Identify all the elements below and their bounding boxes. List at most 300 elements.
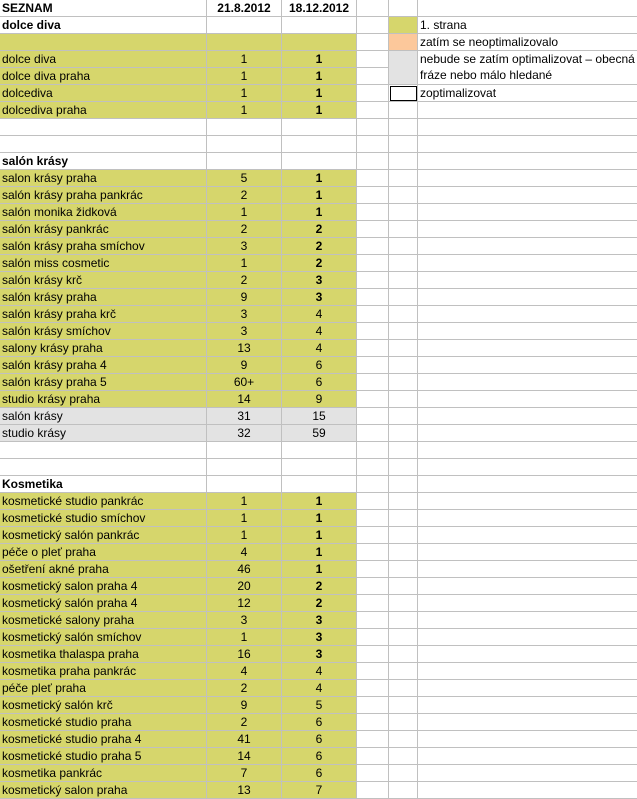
empty-cell[interactable] [207,34,282,51]
rank-aug-cell[interactable]: 3 [207,612,282,629]
empty-cell[interactable] [207,153,282,170]
legend-label [418,459,637,476]
empty-cell[interactable] [357,663,389,680]
empty-cell[interactable] [357,731,389,748]
empty-cell[interactable] [207,442,282,459]
empty-cell[interactable] [357,68,389,85]
empty-cell[interactable] [357,459,389,476]
rank-dec-cell[interactable]: 4 [282,680,357,697]
table-row [0,731,637,748]
empty-cell[interactable] [0,442,207,459]
legend-swatch [389,323,418,340]
blank-row [0,119,637,136]
rank-dec-cell[interactable]: 1 [282,544,357,561]
keyword-cell[interactable]: salón krásy krč [0,272,207,289]
section-title-cell[interactable]: dolce diva [0,17,207,34]
legend-swatch [389,680,418,697]
rank-aug-cell[interactable]: 9 [207,357,282,374]
legend-swatch [389,663,418,680]
empty-cell[interactable] [282,136,357,153]
rank-dec-cell[interactable]: 6 [282,765,357,782]
empty-cell[interactable] [282,442,357,459]
legend-swatch [389,765,418,782]
empty-cell[interactable] [282,153,357,170]
empty-cell[interactable] [357,612,389,629]
blank-row [0,459,637,476]
keyword-cell[interactable]: kosmetický salón pankrác [0,527,207,544]
empty-cell[interactable] [357,102,389,119]
empty-cell[interactable] [357,493,389,510]
rank-dec-cell[interactable]: 2 [282,255,357,272]
rank-aug-cell[interactable]: 12 [207,595,282,612]
rank-aug-cell[interactable]: 4 [207,544,282,561]
legend-label [418,289,637,306]
section-title-row [0,476,637,493]
rank-dec-cell[interactable]: 9 [282,391,357,408]
legend-label [418,323,637,340]
empty-cell[interactable] [357,391,389,408]
table-row [0,221,637,238]
rank-dec-cell[interactable]: 6 [282,731,357,748]
empty-cell[interactable] [357,187,389,204]
rank-aug-cell[interactable]: 3 [207,238,282,255]
legend-label: zatím se neoptimalizovalo [418,34,637,51]
rank-aug-cell[interactable]: 13 [207,340,282,357]
legend-label [418,153,637,170]
section-title-cell[interactable]: salón krásy [0,153,207,170]
legend-label [418,765,637,782]
keyword-cell[interactable]: kosmetické studio praha 4 [0,731,207,748]
table-row [0,340,637,357]
empty-cell[interactable] [357,714,389,731]
keyword-cell[interactable]: salón krásy pankrác [0,221,207,238]
keyword-cell[interactable]: dolce diva [0,51,207,68]
legend-swatch [389,221,418,238]
table-row [0,748,637,765]
rank-dec-cell[interactable]: 6 [282,748,357,765]
rank-aug-cell[interactable]: 20 [207,578,282,595]
rank-aug-cell[interactable]: 2 [207,714,282,731]
keyword-cell[interactable]: salón krásy praha 5 [0,374,207,391]
table-row [0,255,637,272]
legend-swatch [389,255,418,272]
legend-swatch [389,85,418,102]
empty-cell[interactable] [357,51,389,68]
keyword-cell[interactable]: kosmetické studio praha 5 [0,748,207,765]
empty-cell[interactable] [357,782,389,799]
rank-dec-cell[interactable]: 2 [282,595,357,612]
legend-label [418,612,637,629]
rank-dec-cell[interactable]: 2 [282,221,357,238]
table-row [0,85,637,102]
keyword-cell[interactable]: salón krásy praha pankrác [0,187,207,204]
rank-dec-cell[interactable]: 6 [282,374,357,391]
rank-dec-cell[interactable]: 2 [282,238,357,255]
keyword-cell[interactable]: dolcediva praha [0,102,207,119]
rank-aug-cell[interactable]: 7 [207,765,282,782]
table-row [0,272,637,289]
empty-cell[interactable] [357,34,389,51]
rank-aug-cell[interactable]: 5 [207,170,282,187]
rank-dec-cell[interactable]: 6 [282,714,357,731]
legend-label [418,731,637,748]
empty-cell[interactable] [207,476,282,493]
rank-aug-cell[interactable]: 1 [207,629,282,646]
empty-cell[interactable] [207,119,282,136]
rank-dec-cell[interactable]: 6 [282,357,357,374]
table-row [0,170,637,187]
rank-aug-cell[interactable]: 2 [207,680,282,697]
empty-cell[interactable] [0,119,207,136]
empty-cell[interactable] [357,578,389,595]
empty-cell[interactable] [357,680,389,697]
keyword-cell[interactable]: salón krásy [0,408,207,425]
table-row [0,374,637,391]
rank-dec-cell[interactable]: 1 [282,68,357,85]
table-row [0,289,637,306]
rank-dec-cell[interactable]: 4 [282,306,357,323]
keyword-cell[interactable]: ošetření akné praha [0,561,207,578]
keyword-cell[interactable]: kosmetika pankrác [0,765,207,782]
table-row [0,544,637,561]
rank-dec-cell[interactable]: 4 [282,340,357,357]
rank-aug-cell[interactable]: 1 [207,68,282,85]
table-row [0,578,637,595]
legend-label [418,0,637,17]
rank-dec-cell[interactable]: 1 [282,85,357,102]
legend-label [418,476,637,493]
empty-cell[interactable] [357,629,389,646]
legend-label [418,221,637,238]
keyword-cell[interactable]: kosmetické studio pankrác [0,493,207,510]
legend-label [418,646,637,663]
legend-label [418,629,637,646]
rank-aug-cell[interactable]: 1 [207,102,282,119]
rank-aug-cell[interactable]: 1 [207,493,282,510]
rank-dec-cell[interactable]: 3 [282,612,357,629]
keyword-cell[interactable]: studio krásy [0,425,207,442]
rank-aug-cell[interactable]: 1 [207,85,282,102]
empty-cell[interactable] [357,17,389,34]
table-row [0,561,637,578]
empty-cell[interactable] [282,476,357,493]
legend-swatch [389,408,418,425]
rank-aug-cell[interactable]: 32 [207,425,282,442]
legend-label [418,391,637,408]
rank-dec-cell[interactable]: 1 [282,102,357,119]
empty-cell[interactable] [357,442,389,459]
empty-cell[interactable] [357,238,389,255]
legend-label [418,374,637,391]
blank-row [0,442,637,459]
empty-cell[interactable] [357,119,389,136]
legend-swatch [389,272,418,289]
empty-cell[interactable] [357,323,389,340]
rank-aug-cell[interactable]: 1 [207,527,282,544]
legend-label [418,595,637,612]
rank-aug-cell[interactable]: 2 [207,272,282,289]
table-row [0,323,637,340]
legend-swatch [389,527,418,544]
keyword-cell[interactable]: kosmetický salón smíchov [0,629,207,646]
empty-cell[interactable] [357,136,389,153]
legend-swatch [389,374,418,391]
rank-aug-cell[interactable]: 9 [207,697,282,714]
rank-dec-cell[interactable]: 5 [282,697,357,714]
table-row [0,663,637,680]
legend-label [418,306,637,323]
rank-aug-cell[interactable]: 14 [207,391,282,408]
keyword-cell[interactable]: salón krásy praha [0,289,207,306]
table-row [0,306,637,323]
empty-cell[interactable] [357,85,389,102]
empty-cell[interactable] [357,357,389,374]
keyword-cell[interactable]: kosmetický salón praha 4 [0,595,207,612]
keyword-cell[interactable]: péče pleť praha [0,680,207,697]
rank-aug-cell[interactable]: 31 [207,408,282,425]
legend-swatch [389,170,418,187]
legend-label [418,697,637,714]
legend-swatch [389,238,418,255]
table-row [0,782,637,799]
rank-dec-cell[interactable]: 7 [282,782,357,799]
keyword-cell[interactable]: péče o pleť praha [0,544,207,561]
legend-swatch [389,697,418,714]
rank-aug-cell[interactable]: 60+ [207,374,282,391]
rank-dec-cell[interactable]: 4 [282,323,357,340]
empty-cell[interactable] [357,289,389,306]
legend-label [418,493,637,510]
rank-aug-cell[interactable]: 1 [207,204,282,221]
rank-aug-cell[interactable]: 3 [207,306,282,323]
empty-cell[interactable] [357,221,389,238]
keyword-cell[interactable]: kosmetické studio praha [0,714,207,731]
empty-cell[interactable] [0,136,207,153]
rank-dec-cell[interactable]: 1 [282,561,357,578]
keyword-cell[interactable]: kosmetika thalaspa praha [0,646,207,663]
empty-cell[interactable] [357,510,389,527]
table-row [0,493,637,510]
empty-cell[interactable] [357,204,389,221]
empty-cell[interactable] [357,697,389,714]
rank-dec-cell[interactable]: 3 [282,272,357,289]
keyword-cell[interactable]: kosmetický salon praha 4 [0,578,207,595]
blank-row [0,136,637,153]
empty-cell[interactable] [207,136,282,153]
rank-dec-cell[interactable]: 1 [282,187,357,204]
rank-aug-cell[interactable]: 46 [207,561,282,578]
empty-cell[interactable] [357,340,389,357]
keyword-cell[interactable]: salón krásy praha smíchov [0,238,207,255]
header-date-a-cell[interactable]: 21.8.2012 [207,0,282,17]
legend-label: nebude se zatím optimalizovat – obecná fráze nebo málo hledané [418,51,637,85]
keyword-cell[interactable]: kosmetické salony praha [0,612,207,629]
rank-aug-cell[interactable]: 14 [207,748,282,765]
legend-label [418,663,637,680]
legend-swatch [389,595,418,612]
legend-swatch [389,578,418,595]
legend-label [418,238,637,255]
legend-label [418,561,637,578]
legend-swatch [389,102,418,119]
empty-cell[interactable] [0,459,207,476]
legend-label [418,544,637,561]
rank-dec-cell[interactable]: 1 [282,527,357,544]
rank-dec-cell[interactable]: 1 [282,510,357,527]
legend-label [418,782,637,799]
section-title-cell[interactable]: Kosmetika [0,476,207,493]
table-row [0,680,637,697]
keyword-cell[interactable]: salón monika židková [0,204,207,221]
empty-cell[interactable] [357,646,389,663]
legend-swatch [389,340,418,357]
keyword-cell[interactable]: salón krásy praha 4 [0,357,207,374]
table-row [0,238,637,255]
legend-label [418,425,637,442]
empty-cell[interactable] [282,34,357,51]
legend-label [418,357,637,374]
table-row [0,697,637,714]
header-name-cell[interactable]: SEZNAM [0,0,207,17]
empty-cell[interactable] [357,595,389,612]
rank-aug-cell[interactable]: 1 [207,510,282,527]
legend-swatch [389,493,418,510]
legend-swatch [389,289,418,306]
rank-aug-cell[interactable]: 1 [207,255,282,272]
keyword-cell[interactable]: kosmetické studio smíchov [0,510,207,527]
keyword-cell[interactable]: salon krásy praha [0,170,207,187]
rank-aug-cell[interactable]: 4 [207,663,282,680]
rank-dec-cell[interactable]: 3 [282,646,357,663]
empty-cell[interactable] [357,374,389,391]
empty-cell[interactable] [357,561,389,578]
legend-swatch [389,544,418,561]
section-title-row [0,153,637,170]
table-row [0,714,637,731]
legend-swatch [389,748,418,765]
legend-label [418,255,637,272]
empty-cell[interactable] [207,17,282,34]
keyword-cell[interactable]: kosmetický salon praha [0,782,207,799]
legend-swatch [389,442,418,459]
legend-label [418,442,637,459]
table-row [0,510,637,527]
empty-cell[interactable] [282,17,357,34]
rank-dec-cell[interactable]: 3 [282,289,357,306]
rank-dec-cell[interactable]: 15 [282,408,357,425]
keyword-cell[interactable]: studio krásy praha [0,391,207,408]
keyword-cell[interactable]: dolce diva praha [0,68,207,85]
empty-cell[interactable] [357,0,389,17]
empty-cell[interactable] [357,476,389,493]
legend-label [418,136,637,153]
rank-dec-cell[interactable]: 1 [282,493,357,510]
empty-cell[interactable] [357,425,389,442]
legend-label [418,408,637,425]
table-row [0,646,637,663]
legend-swatch [389,714,418,731]
section-title-row [0,17,637,34]
table-row [0,408,637,425]
empty-cell[interactable] [357,544,389,561]
rank-dec-cell[interactable]: 4 [282,663,357,680]
rank-dec-cell[interactable]: 2 [282,578,357,595]
empty-cell[interactable] [207,459,282,476]
legend-swatch [389,510,418,527]
legend-swatch [389,646,418,663]
green-spacer-row [0,34,637,51]
rank-aug-cell[interactable]: 2 [207,187,282,204]
rank-dec-cell[interactable]: 59 [282,425,357,442]
empty-cell[interactable] [357,272,389,289]
legend-swatch [389,0,418,17]
keyword-cell[interactable]: dolcediva [0,85,207,102]
keyword-cell[interactable]: salón miss cosmetic [0,255,207,272]
rank-aug-cell[interactable]: 16 [207,646,282,663]
legend-swatch [389,34,418,51]
legend-label [418,748,637,765]
table-row [0,612,637,629]
rank-dec-cell[interactable]: 3 [282,629,357,646]
legend-swatch [389,357,418,374]
legend-swatch [389,187,418,204]
table-row [0,102,637,119]
legend-label [418,119,637,136]
empty-cell[interactable] [357,408,389,425]
empty-cell[interactable] [357,153,389,170]
empty-cell[interactable] [357,170,389,187]
empty-cell[interactable] [357,765,389,782]
keyword-cell[interactable]: kosmetika praha pankrác [0,663,207,680]
rank-aug-cell[interactable]: 2 [207,221,282,238]
legend-swatch [389,153,418,170]
rank-dec-cell[interactable]: 1 [282,51,357,68]
table-row [0,357,637,374]
table-row [0,629,637,646]
legend-label [418,527,637,544]
empty-cell[interactable] [282,459,357,476]
legend-swatch [389,476,418,493]
legend-label [418,340,637,357]
rank-aug-cell[interactable]: 3 [207,323,282,340]
empty-cell[interactable] [0,34,207,51]
legend-swatch [389,119,418,136]
legend-label [418,714,637,731]
empty-cell[interactable] [357,748,389,765]
rank-dec-cell[interactable]: 1 [282,170,357,187]
keyword-cell[interactable]: salón krásy smíchov [0,323,207,340]
legend-label [418,170,637,187]
empty-cell[interactable] [282,119,357,136]
legend-swatch [389,17,418,34]
rank-aug-cell[interactable]: 9 [207,289,282,306]
table-row [0,765,637,782]
keyword-cell[interactable]: kosmetický salón krč [0,697,207,714]
legend-label [418,187,637,204]
empty-cell[interactable] [357,255,389,272]
table-row [0,204,637,221]
keyword-cell[interactable]: salón krásy praha krč [0,306,207,323]
rank-aug-cell[interactable]: 13 [207,782,282,799]
legend-label [418,272,637,289]
header-date-b-cell[interactable]: 18.12.2012 [282,0,357,17]
rank-aug-cell[interactable]: 1 [207,51,282,68]
empty-cell[interactable] [357,527,389,544]
empty-cell[interactable] [357,306,389,323]
rank-aug-cell[interactable]: 41 [207,731,282,748]
keyword-cell[interactable]: salony krásy praha [0,340,207,357]
rank-dec-cell[interactable]: 1 [282,204,357,221]
